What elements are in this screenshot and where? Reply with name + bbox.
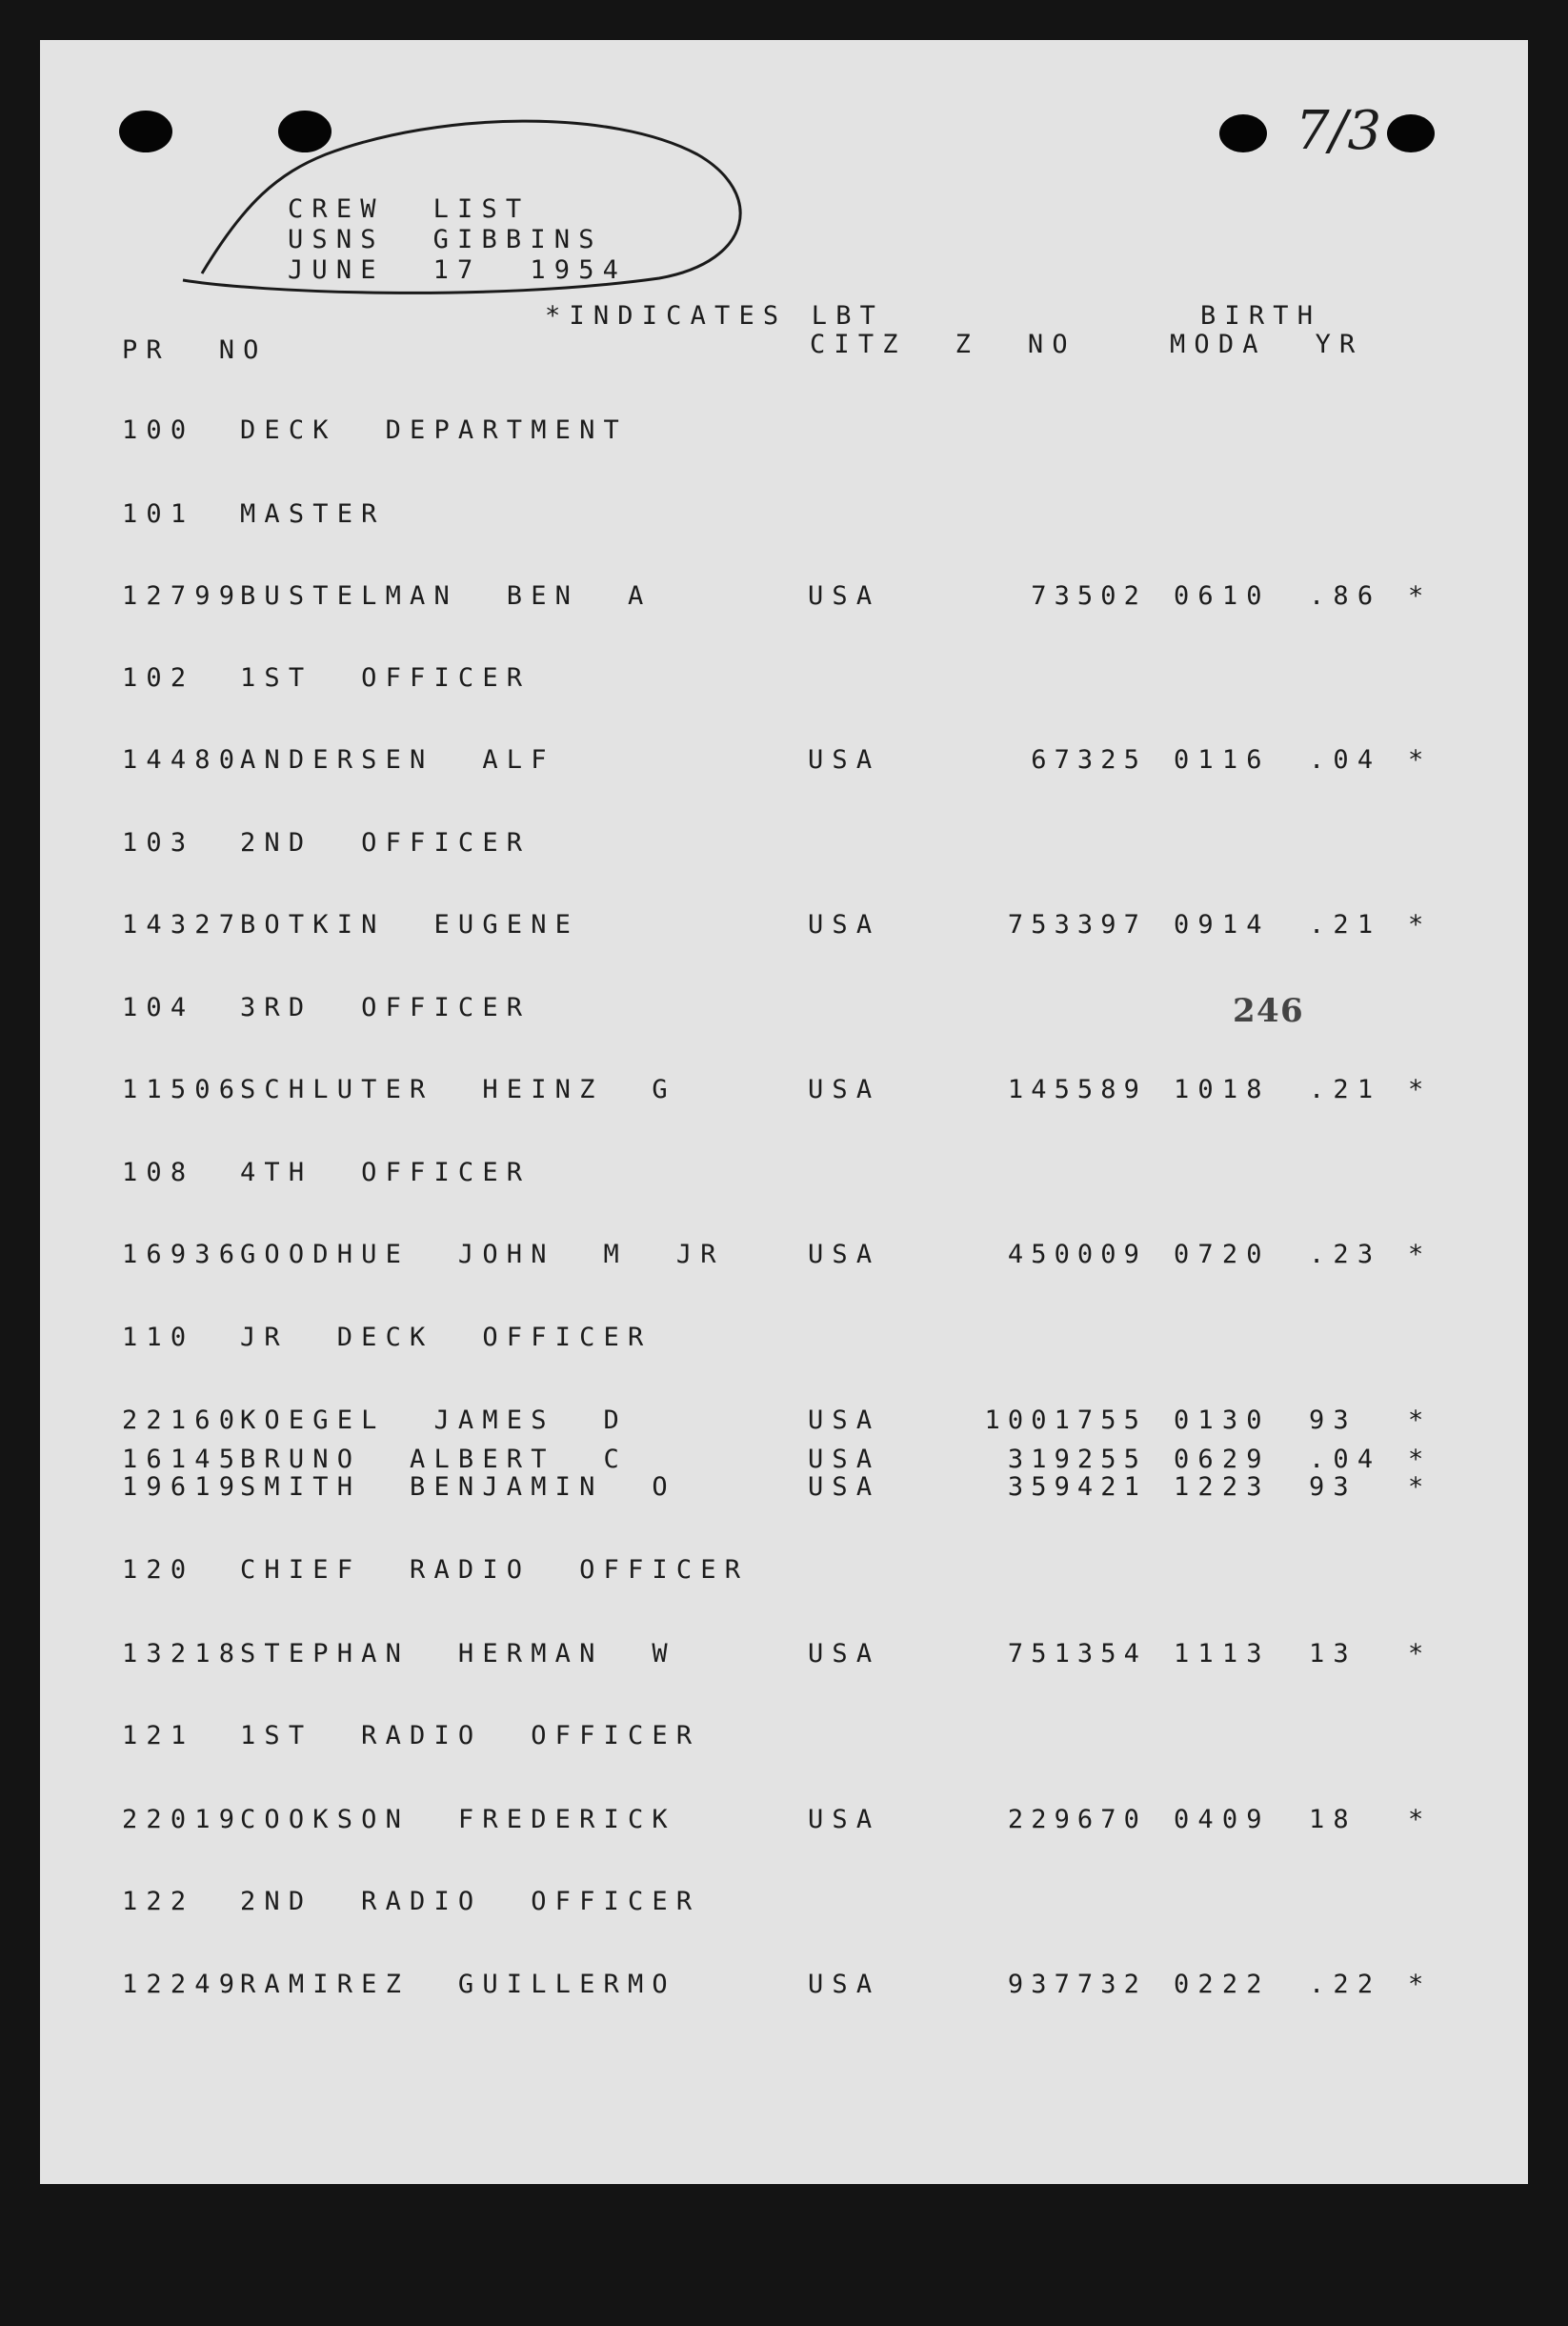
- birth-year: 18: [1309, 1805, 1357, 1834]
- crew-name: SCHLUTER HEINZ G: [240, 1075, 676, 1104]
- citizenship: USA: [808, 1075, 881, 1104]
- position-title: CHIEF RADIO OFFICER: [240, 1555, 750, 1585]
- position-title: JR DECK OFFICER: [240, 1323, 653, 1352]
- birth-moda: 0116: [1174, 745, 1271, 775]
- birth-moda: 0610: [1174, 581, 1271, 611]
- crew-name: BOTKIN EUGENE: [240, 910, 580, 940]
- position-title: 3RD OFFICER: [240, 993, 532, 1022]
- birth-year: .22: [1309, 1970, 1382, 1999]
- birth-year: .21: [1309, 1075, 1382, 1104]
- z-number: 73502: [1031, 581, 1147, 611]
- birth-moda: 0222: [1174, 1970, 1271, 1999]
- birth-year: 93: [1309, 1406, 1357, 1435]
- citizenship: USA: [808, 1805, 881, 1834]
- citizenship: USA: [808, 1406, 881, 1435]
- pr-number: 13218: [122, 1639, 244, 1669]
- pr-number: 14480: [122, 745, 244, 775]
- citizenship: USA: [808, 1240, 881, 1269]
- department-code: 122: [122, 1887, 195, 1916]
- header-citz-z-no: CITZ Z NO: [810, 330, 1076, 359]
- citizenship: USA: [808, 581, 881, 611]
- lbt-mark: *: [1408, 1240, 1433, 1269]
- document-page: [40, 40, 1528, 2184]
- lbt-mark: *: [1408, 1445, 1433, 1474]
- birth-moda: 0130: [1174, 1406, 1271, 1435]
- department-code: 103: [122, 828, 195, 858]
- birth-year: .04: [1309, 1445, 1382, 1474]
- lbt-mark: *: [1408, 1639, 1433, 1669]
- position-title: 2ND RADIO OFFICER: [240, 1887, 701, 1916]
- lbt-mark: *: [1408, 1805, 1433, 1834]
- pr-number: 19619: [122, 1472, 244, 1502]
- z-number: 753397: [1007, 910, 1147, 940]
- z-number: 229670: [1007, 1805, 1147, 1834]
- pr-number: 14327: [122, 910, 244, 940]
- page-number-stamp: 246: [1233, 992, 1305, 1030]
- title-line-1: CREW LIST: [288, 194, 531, 224]
- citizenship: USA: [808, 1970, 881, 1999]
- birth-year: .04: [1309, 745, 1382, 775]
- crew-name: SMITH BENJAMIN O: [240, 1472, 676, 1502]
- position-title: 4TH OFFICER: [240, 1158, 532, 1187]
- z-number: 67325: [1031, 745, 1147, 775]
- lbt-mark: *: [1408, 1075, 1433, 1104]
- pr-number: 16145: [122, 1445, 244, 1474]
- citizenship: USA: [808, 1639, 881, 1669]
- citizenship: USA: [808, 1472, 881, 1502]
- department-code: 121: [122, 1721, 195, 1750]
- z-number: 1001755: [984, 1406, 1147, 1435]
- lbt-mark: *: [1408, 1472, 1433, 1502]
- birth-year: 13: [1309, 1639, 1357, 1669]
- department-code: 100: [122, 415, 195, 445]
- position-title: MASTER: [240, 499, 386, 529]
- crew-name: KOEGEL JAMES D: [240, 1406, 628, 1435]
- position-title: 2ND OFFICER: [240, 828, 532, 858]
- lbt-mark: *: [1408, 581, 1433, 611]
- crew-name: RAMIREZ GUILLERMO: [240, 1970, 676, 1999]
- header-pr-no: PR NO: [122, 335, 268, 365]
- title-line-3: JUNE 17 1954: [288, 255, 628, 285]
- position-title: 1ST RADIO OFFICER: [240, 1721, 701, 1750]
- position-title: 1ST OFFICER: [240, 663, 532, 693]
- pr-number: 12799: [122, 581, 244, 611]
- z-number: 145589: [1007, 1075, 1147, 1104]
- birth-moda: 0720: [1174, 1240, 1271, 1269]
- z-number: 751354: [1007, 1639, 1147, 1669]
- crew-name: BRUNO ALBERT C: [240, 1445, 628, 1474]
- citizenship: USA: [808, 1445, 881, 1474]
- birth-label: BIRTH: [1200, 301, 1322, 331]
- department-code: 120: [122, 1555, 195, 1585]
- z-number: 359421: [1007, 1472, 1147, 1502]
- handwritten-page-mark: 7/3: [1296, 100, 1382, 162]
- department-code: 104: [122, 993, 195, 1022]
- department-code: 110: [122, 1323, 195, 1352]
- citizenship: USA: [808, 745, 881, 775]
- crew-name: ANDERSEN ALF: [240, 745, 555, 775]
- lbt-mark: *: [1408, 1970, 1433, 1999]
- department-code: 108: [122, 1158, 195, 1187]
- birth-moda: 0409: [1174, 1805, 1271, 1834]
- birth-moda: 0629: [1174, 1445, 1271, 1474]
- crew-name: GOODHUE JOHN M JR: [240, 1240, 725, 1269]
- pr-number: 22019: [122, 1805, 244, 1834]
- title-line-2: USNS GIBBINS: [288, 225, 603, 254]
- citizenship: USA: [808, 910, 881, 940]
- birth-year: .23: [1309, 1240, 1382, 1269]
- pr-number: 16936: [122, 1240, 244, 1269]
- legend-line: *INDICATES LBT: [545, 301, 885, 331]
- lbt-mark: *: [1408, 1406, 1433, 1435]
- birth-year: 93: [1309, 1472, 1357, 1502]
- department-code: 101: [122, 499, 195, 529]
- birth-moda: 0914: [1174, 910, 1271, 940]
- crew-name: STEPHAN HERMAN W: [240, 1639, 676, 1669]
- crew-name: BUSTELMAN BEN A: [240, 581, 653, 611]
- pr-number: 12249: [122, 1970, 244, 1999]
- birth-year: .86: [1309, 581, 1382, 611]
- z-number: 319255: [1007, 1445, 1147, 1474]
- pr-number: 11506: [122, 1075, 244, 1104]
- lbt-mark: *: [1408, 910, 1433, 940]
- department-code: 102: [122, 663, 195, 693]
- birth-year: .21: [1309, 910, 1382, 940]
- header-moda-yr: MODA YR: [1170, 330, 1364, 359]
- birth-moda: 1018: [1174, 1075, 1271, 1104]
- birth-moda: 1223: [1174, 1472, 1271, 1502]
- birth-moda: 1113: [1174, 1639, 1271, 1669]
- z-number: 937732: [1007, 1970, 1147, 1999]
- pr-number: 22160: [122, 1406, 244, 1435]
- z-number: 450009: [1007, 1240, 1147, 1269]
- lbt-mark: *: [1408, 745, 1433, 775]
- crew-name: COOKSON FREDERICK: [240, 1805, 676, 1834]
- position-title: DECK DEPARTMENT: [240, 415, 628, 445]
